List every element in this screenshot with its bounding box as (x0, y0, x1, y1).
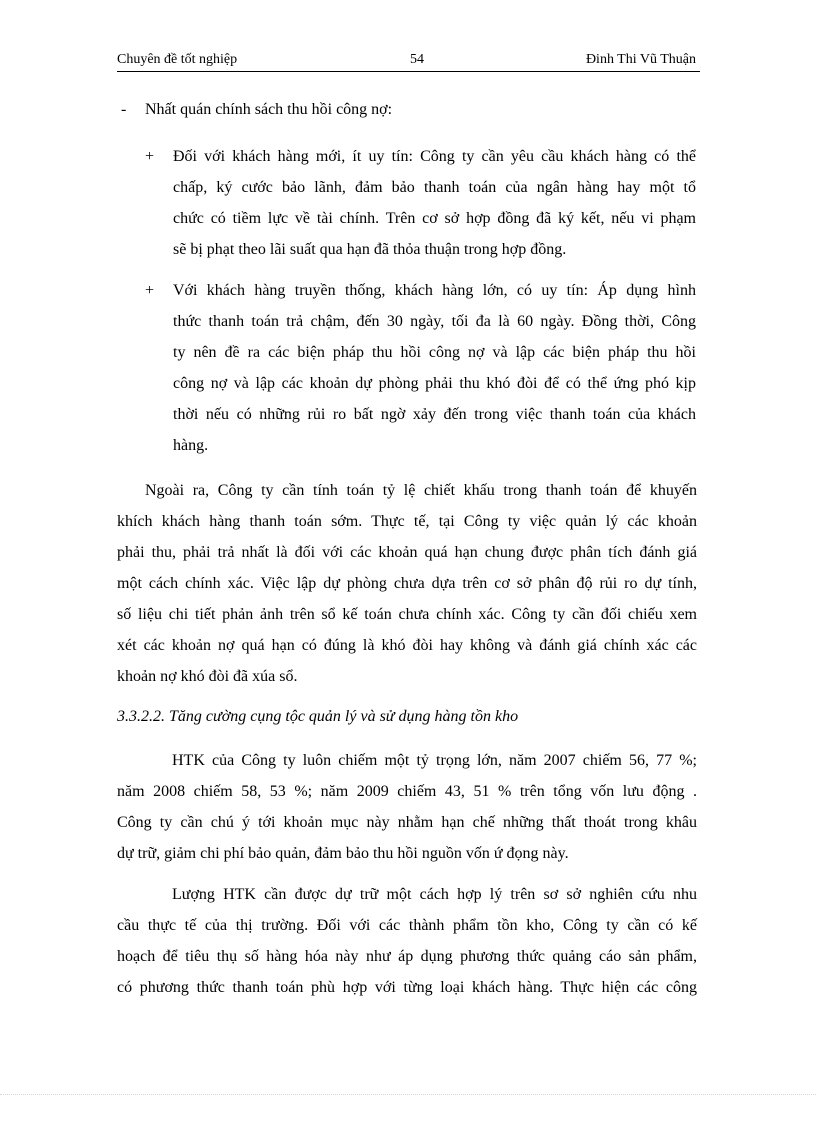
list-item (173, 275, 696, 461)
paragraph-inventory-share (117, 745, 697, 869)
text-line: HTK của Công ty luôn chiếm một tỷ trọng lớn, năm 2007 chiếm 56, 77 %; (172, 752, 697, 769)
header-author: Đinh Thi Vũ Thuận (585, 52, 696, 67)
text-line: một cách chính xác. Việc lập dự phòng chưa dựa trên cơ sở phân độ rủi ro dự tính, (117, 575, 697, 592)
text-line: Ngoài ra, Công ty cần tính toán tỷ lệ chiết khấu trong thanh toán để khuyến (145, 482, 697, 499)
text-line: công nợ và lập các khoản dự phòng phải thu khó đòi để có thể ứng phó kịp (173, 375, 696, 392)
text-line: thức thanh toán trả chậm, đến 30 ngày, tối đa là 60 ngày. Đồng thời, Công (173, 313, 696, 330)
text-line: chấp, ký cước bảo lãnh, đảm bảo thanh toán của ngân hàng hay một tổ (173, 179, 696, 196)
text-line: khích khách hàng thanh toán sớm. Thực tế, tại Công ty việc quản lý các khoản (117, 513, 697, 530)
text-line: Công ty cần chú ý tới khoản mục này nhằm hạn chế những thất thoát trong khâu (117, 814, 697, 831)
paragraph-discount (117, 475, 697, 692)
text-line: dự trữ, giảm chi phí bảo quản, đảm bảo thu hồi nguồn vốn ứ đọng này. (117, 845, 569, 862)
plus-bullet: + (145, 282, 155, 299)
dash-bullet: - (121, 101, 127, 118)
list-title: Nhất quán chính sách thu hồi công nợ: (145, 101, 393, 118)
list-title-block (145, 94, 705, 125)
text-line: Đối với khách hàng mới, ít uy tín: Công ty cần yêu cầu khách hàng có thể (173, 148, 696, 165)
text-line: Với khách hàng truyền thống, khách hàng lớn, có uy tín: Áp dụng hình (173, 282, 696, 299)
text-line: cầu thực tế của thị trường. Đối với các thành phẩm tồn kho, Công ty cần có kế (117, 917, 697, 934)
text-line: sẽ bị phạt theo lãi suất qua hạn đã thỏa thuận trong hợp đồng. (173, 241, 567, 258)
page-number: 54 (410, 52, 424, 67)
page-header (117, 51, 700, 72)
section-heading: 3.3.2.2. Tăng cường cụng tộc quản lý và sử dụng hàng tồn kho (117, 708, 519, 725)
text-line: số liệu chi tiết phản ảnh trên sổ kế toán chưa chính xác. Công ty cần đối chiếu xem (117, 606, 697, 623)
text-line: Lượng HTK cần được dự trữ một cách hợp lý trên sơ sở nghiên cứu nhu (172, 886, 697, 903)
plus-bullet: + (145, 148, 155, 165)
text-line: có phương thức thanh toán phù hợp với từng loại khách hàng. Thực hiện các công (117, 979, 697, 996)
text-line: xét các khoản nợ quá hạn có đúng là khó đòi hay không và đánh giá chính xác các (117, 637, 697, 654)
text-line: hoạch để tiêu thụ số hàng hóa này như áp dụng phương thức quảng cáo sản phẩm, (117, 948, 697, 965)
text-line: năm 2008 chiếm 58, 53 %; năm 2009 chiếm 43, 51 % trên tổng vốn lưu động . (117, 783, 697, 800)
text-line: hàng. (173, 437, 209, 454)
text-line: chức có tiềm lực về tài chính. Trên cơ sở hợp đồng đã ký kết, nếu vi phạm (173, 210, 696, 227)
paragraph-inventory-plan (117, 879, 697, 1003)
header-document-type: Chuyên đề tốt nghiệp (117, 52, 238, 67)
text-line: thời nếu có những rủi ro bất ngờ xảy đến trong việc thanh toán của khách (173, 406, 696, 423)
text-line: ty nên đề ra các biện pháp thu hồi công nợ và lập các biện pháp thu hồi (173, 344, 696, 361)
list-item (173, 141, 696, 265)
text-line: khoản nợ khó đòi đã xúa sổ. (117, 668, 298, 685)
page-bottom-divider (0, 1094, 816, 1095)
text-line: phải thu, phải trả nhất là đối với các khoản quá hạn chung được phân tích đánh giá (117, 544, 697, 561)
